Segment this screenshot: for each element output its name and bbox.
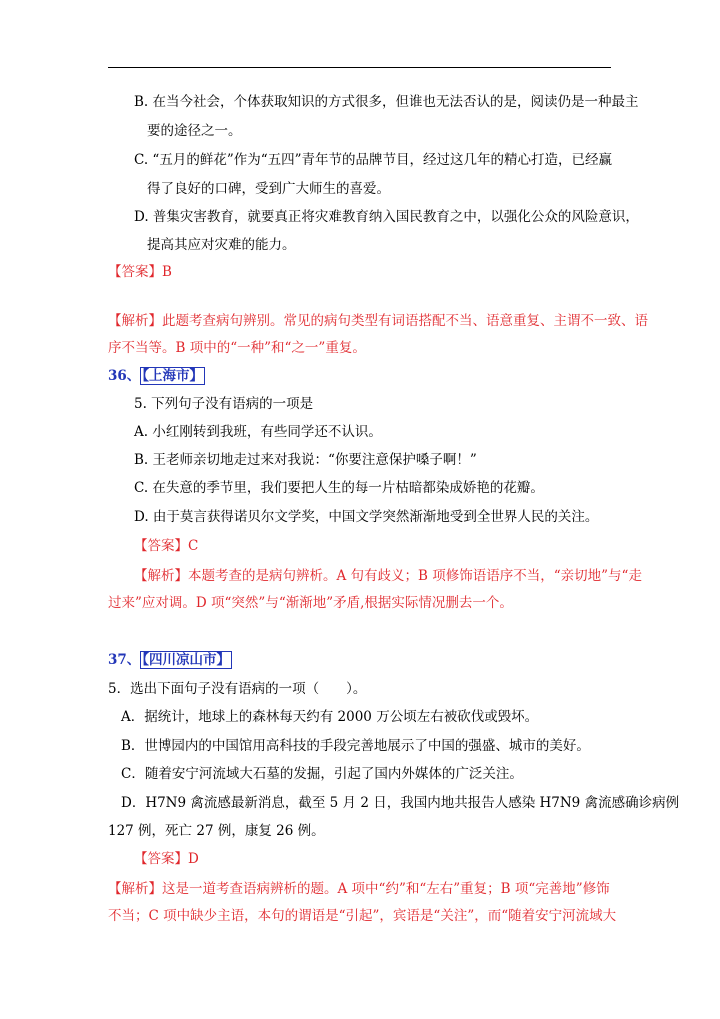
q37-number: 37、: [108, 652, 141, 668]
q37-option-a: A．据统计，地球上的森林每天约有 2000 万公顷左右被砍伐或毁坏。: [121, 709, 539, 725]
q35-option-b-line2: 要的途径之一。: [147, 123, 242, 139]
q35-analysis-line1: 【解析】此题考查病句辨别。常见的病句类型有词语搭配不当、语意重复、主谓不一致、语: [108, 313, 648, 329]
q36-source: 【上海市】: [142, 368, 204, 384]
q36-stem: 5. 下列句子没有语病的一项是: [134, 396, 314, 412]
q35-option-d-line1: D. 普集灾害教育，就要真正将灾难教育纳入国民教育之中，以强化公众的风险意识，: [134, 209, 639, 225]
q36-analysis-line1: 【解析】本题考查的是病句辨析。A 句有歧义；B 项修饰语语序不当，“亲切地”与“走: [134, 568, 642, 584]
q35-option-c-line1: C. “五月的鲜花”作为“五四”青年节的品牌节目，经过这几年的精心打造，已经赢: [134, 152, 613, 168]
header-rule: [108, 67, 611, 68]
q36-analysis-line2: 过来”应对调。D 项“突然”与“渐渐地”矛盾,根据实际情况删去一个。: [108, 595, 513, 611]
q35-answer: 【答案】B: [108, 264, 172, 280]
q36-option-a: A. 小红刚转到我班，有些同学还不认识。: [134, 424, 382, 440]
q37-option-d-line1: D．H7N9 禽流感最新消息，截至 5 月 2 日，我国内地共报告人感染 H7N9 禽流感确诊病例: [121, 795, 680, 811]
q36-option-b: B. 王老师亲切地走过来对我说：“你要注意保护嗓子啊！”: [134, 452, 477, 468]
q37-heading: [108, 651, 232, 669]
q37-analysis-line2: 不当；C 项中缺少主语，本句的谓语是“引起”，宾语是“关注”，而“随着安宁河流域大: [108, 908, 617, 924]
q35-analysis-line2: 序不当等。B 项中的“一种”和“之一”重复。: [108, 340, 366, 356]
q36-option-d: D. 由于莫言获得诺贝尔文学奖，中国文学突然渐渐地受到全世界人民的关注。: [134, 509, 599, 525]
q35-option-b-line1: B. 在当今社会，个体获取知识的方式很多，但谁也无法否认的是，阅读仍是一种最主: [134, 94, 639, 110]
q37-source: 【四川凉山市】: [142, 652, 231, 668]
q36-answer: 【答案】C: [134, 538, 199, 554]
q35-option-d-line2: 提高其应对灾难的能力。: [147, 237, 296, 253]
q36-heading: [108, 367, 205, 385]
q37-option-b: B．世博园内的中国馆用高科技的手段完善地展示了中国的强盛、城市的美好。: [121, 738, 590, 754]
q37-answer: 【答案】D: [134, 851, 199, 867]
q37-stem: 5．选出下面句子没有语病的一项（ ）。: [108, 681, 367, 697]
q37-analysis-line1: 【解析】这是一道考查语病辨析的题。A 项中“约”和“左右”重复；B 项“完善地”修饰: [108, 881, 610, 897]
q37-option-d-line2: 127 例，死亡 27 例，康复 26 例。: [108, 823, 325, 839]
q36-number: 36、: [108, 368, 141, 384]
q37-option-c: C．随着安宁河流域大石墓的发掘，引起了国内外媒体的广泛关注。: [121, 766, 523, 782]
q35-option-c-line2: 得了良好的口碑，受到广大师生的喜爱。: [147, 181, 390, 197]
q36-option-c: C. 在失意的季节里，我们要把人生的每一片枯暗都染成娇艳的花瓣。: [134, 480, 544, 496]
